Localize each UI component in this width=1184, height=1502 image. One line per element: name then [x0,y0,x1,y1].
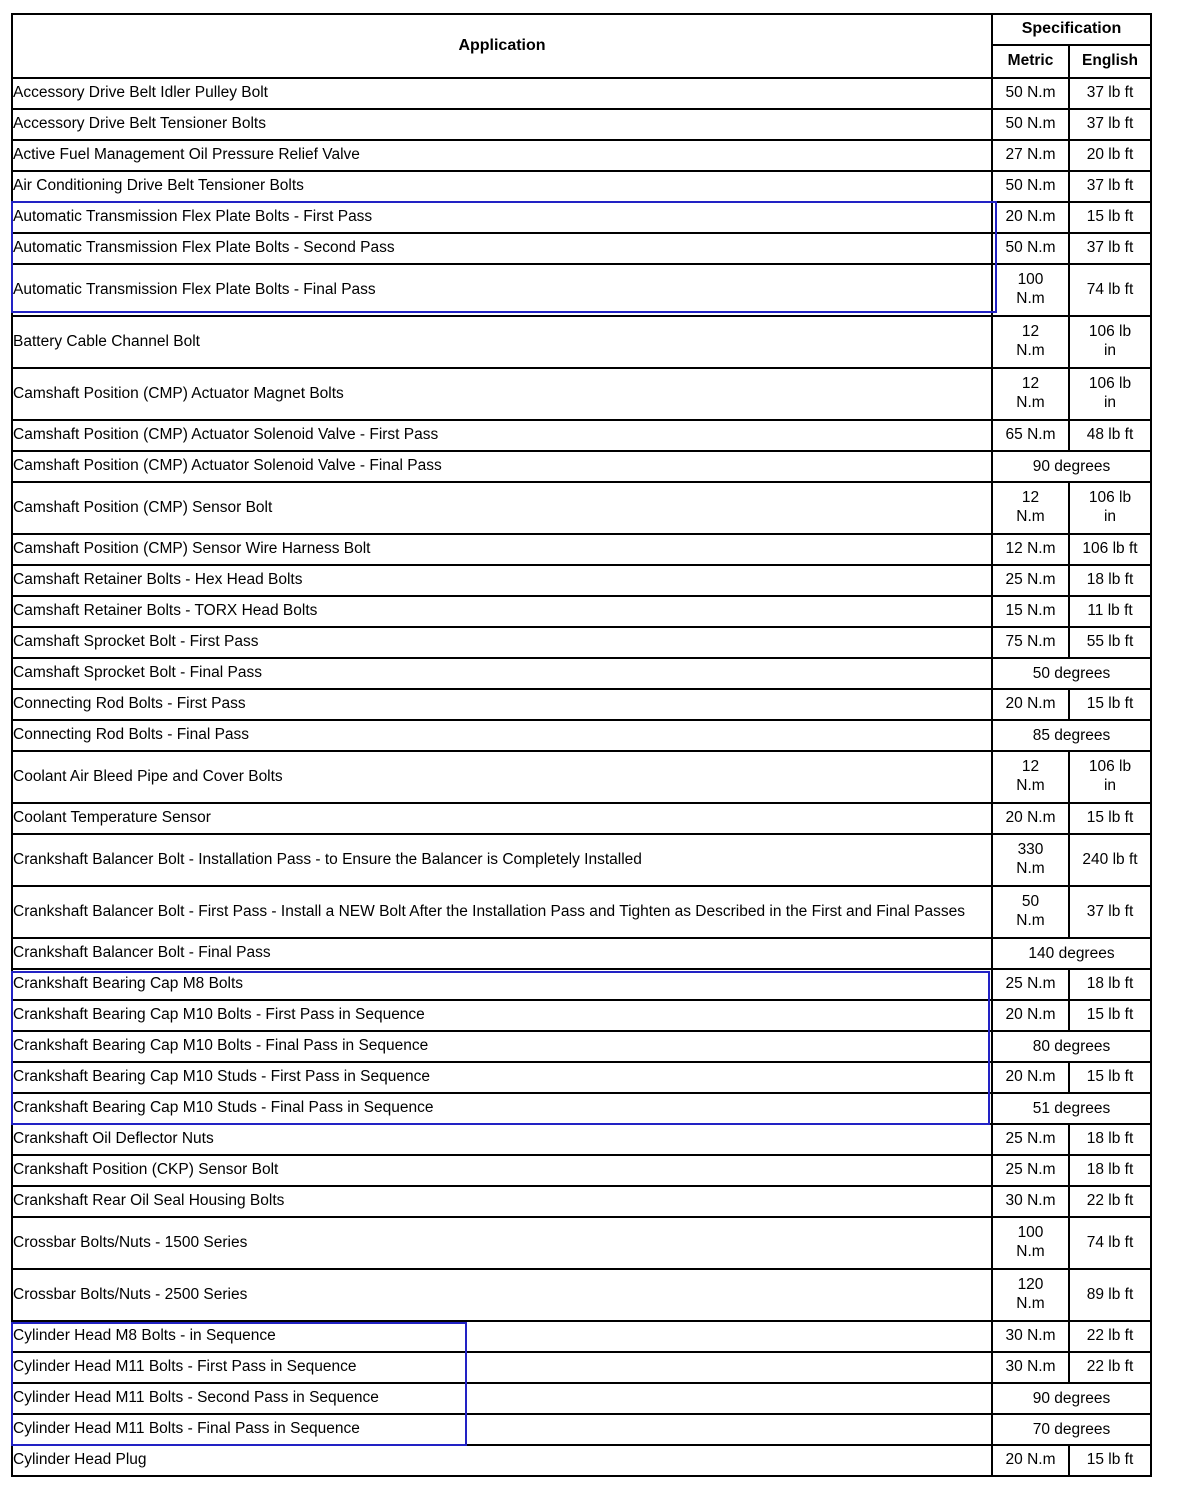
table-row [12,803,1151,834]
cell-application: Crankshaft Balancer Bolt - First Pass - Install a NEW Bolt After the Installation Pass and Tighten as Described in the First and Final Passes [12,886,992,938]
cell-metric: 50 N.m [992,78,1069,109]
cell-application: Automatic Transmission Flex Plate Bolts - First Pass [12,202,992,233]
cell-metric: 25 N.m [992,565,1069,596]
table-row [12,233,1151,264]
table-row [12,596,1151,627]
table-row [12,1062,1151,1093]
cell-specification-combined: 90 degrees [992,1383,1151,1414]
cell-application: Crankshaft Bearing Cap M10 Bolts - First Pass in Sequence [12,1000,992,1031]
cell-english: 15 lb ft [1069,1000,1151,1031]
cell-application: Crankshaft Bearing Cap M10 Studs - Final Pass in Sequence [12,1093,992,1124]
cell-english: 240 lb ft [1069,834,1151,886]
table-row [12,1445,1151,1476]
cell-application: Camshaft Retainer Bolts - Hex Head Bolts [12,565,992,596]
cell-specification-combined: 140 degrees [992,938,1151,969]
cell-application: Crankshaft Bearing Cap M10 Studs - First Pass in Sequence [12,1062,992,1093]
cell-metric: 27 N.m [992,140,1069,171]
table-row [12,1093,1151,1124]
cell-application: Camshaft Position (CMP) Actuator Magnet Bolts [12,368,992,420]
table-row [12,565,1151,596]
cell-application: Cylinder Head M8 Bolts - in Sequence [12,1321,992,1352]
table-row [12,938,1151,969]
cell-metric: 20 N.m [992,202,1069,233]
cell-english: 106 lb in [1069,316,1151,368]
header-application: Application [12,14,992,78]
cell-english: 48 lb ft [1069,420,1151,451]
cell-application: Crankshaft Oil Deflector Nuts [12,1124,992,1155]
table-row [12,420,1151,451]
cell-english: 18 lb ft [1069,1155,1151,1186]
cell-english: 18 lb ft [1069,1124,1151,1155]
cell-english: 18 lb ft [1069,565,1151,596]
table-row [12,202,1151,233]
cell-metric: 20 N.m [992,1000,1069,1031]
cell-metric: 15 N.m [992,596,1069,627]
cell-application: Automatic Transmission Flex Plate Bolts - Second Pass [12,233,992,264]
table-row [12,751,1151,803]
cell-english: 37 lb ft [1069,233,1151,264]
cell-application: Camshaft Sprocket Bolt - First Pass [12,627,992,658]
cell-specification-combined: 51 degrees [992,1093,1151,1124]
cell-english: 15 lb ft [1069,803,1151,834]
cell-english: 106 lb in [1069,751,1151,803]
table-row [12,1321,1151,1352]
cell-application: Camshaft Sprocket Bolt - Final Pass [12,658,992,689]
cell-english: 15 lb ft [1069,202,1151,233]
cell-english: 11 lb ft [1069,596,1151,627]
cell-metric: 50 N.m [992,886,1069,938]
cell-english: 15 lb ft [1069,689,1151,720]
cell-english: 55 lb ft [1069,627,1151,658]
table-row [12,1352,1151,1383]
cell-english: 106 lb in [1069,482,1151,534]
cell-application: Crankshaft Balancer Bolt - Installation Pass - to Ensure the Balancer is Completely Installed [12,834,992,886]
cell-application: Cylinder Head M11 Bolts - Final Pass in Sequence [12,1414,992,1445]
table-row [12,627,1151,658]
table-row [12,534,1151,565]
header-specification: Specification [992,14,1151,45]
table-row [12,316,1151,368]
cell-application: Crossbar Bolts/Nuts - 2500 Series [12,1269,992,1321]
table-row [12,1414,1151,1445]
cell-application: Crankshaft Bearing Cap M10 Bolts - Final Pass in Sequence [12,1031,992,1062]
cell-english: 89 lb ft [1069,1269,1151,1321]
table-row [12,1217,1151,1269]
cell-application: Coolant Air Bleed Pipe and Cover Bolts [12,751,992,803]
header-row-top [12,14,1151,45]
fastener-tightening-specifications-table [11,13,1152,1477]
cell-metric: 330 N.m [992,834,1069,886]
cell-metric: 75 N.m [992,627,1069,658]
table-row [12,720,1151,751]
cell-application: Coolant Temperature Sensor [12,803,992,834]
table-row [12,1383,1151,1414]
header-metric: Metric [992,45,1069,78]
cell-specification-combined: 50 degrees [992,658,1151,689]
cell-application: Camshaft Position (CMP) Sensor Bolt [12,482,992,534]
cell-application: Crankshaft Rear Oil Seal Housing Bolts [12,1186,992,1217]
cell-application: Connecting Rod Bolts - Final Pass [12,720,992,751]
table-row [12,109,1151,140]
cell-english: 20 lb ft [1069,140,1151,171]
table-row [12,451,1151,482]
cell-metric: 20 N.m [992,1062,1069,1093]
cell-english: 37 lb ft [1069,109,1151,140]
table-row [12,1124,1151,1155]
cell-metric: 25 N.m [992,969,1069,1000]
cell-application: Camshaft Position (CMP) Actuator Solenoid Valve - Final Pass [12,451,992,482]
table-body [12,78,1151,1476]
table-row [12,689,1151,720]
table-header [12,14,1151,78]
table-row [12,658,1151,689]
cell-english: 22 lb ft [1069,1352,1151,1383]
cell-english: 37 lb ft [1069,78,1151,109]
cell-english: 15 lb ft [1069,1445,1151,1476]
cell-english: 18 lb ft [1069,969,1151,1000]
header-english: English [1069,45,1151,78]
cell-metric: 50 N.m [992,109,1069,140]
table-row [12,1155,1151,1186]
cell-specification-combined: 90 degrees [992,451,1151,482]
cell-metric: 65 N.m [992,420,1069,451]
cell-english: 106 lb in [1069,368,1151,420]
cell-metric: 20 N.m [992,803,1069,834]
cell-application: Cylinder Head M11 Bolts - First Pass in Sequence [12,1352,992,1383]
cell-application: Air Conditioning Drive Belt Tensioner Bolts [12,171,992,202]
cell-metric: 12 N.m [992,534,1069,565]
cell-application: Camshaft Position (CMP) Sensor Wire Harness Bolt [12,534,992,565]
cell-english: 106 lb ft [1069,534,1151,565]
table-row [12,1000,1151,1031]
cell-metric: 120 N.m [992,1269,1069,1321]
table-row [12,368,1151,420]
cell-english: 37 lb ft [1069,886,1151,938]
table-row [12,1031,1151,1062]
cell-english: 22 lb ft [1069,1186,1151,1217]
cell-application: Crossbar Bolts/Nuts - 1500 Series [12,1217,992,1269]
cell-metric: 12 N.m [992,751,1069,803]
cell-metric: 12 N.m [992,368,1069,420]
table-row [12,1186,1151,1217]
cell-metric: 100 N.m [992,264,1069,316]
table-row [12,1269,1151,1321]
cell-metric: 25 N.m [992,1155,1069,1186]
table-row [12,886,1151,938]
table-row [12,78,1151,109]
cell-metric: 12 N.m [992,316,1069,368]
cell-application: Battery Cable Channel Bolt [12,316,992,368]
cell-application: Connecting Rod Bolts - First Pass [12,689,992,720]
cell-application: Crankshaft Position (CKP) Sensor Bolt [12,1155,992,1186]
cell-metric: 12 N.m [992,482,1069,534]
cell-application: Crankshaft Bearing Cap M8 Bolts [12,969,992,1000]
cell-application: Cylinder Head Plug [12,1445,992,1476]
cell-specification-combined: 70 degrees [992,1414,1151,1445]
cell-metric: 25 N.m [992,1124,1069,1155]
cell-application: Accessory Drive Belt Idler Pulley Bolt [12,78,992,109]
cell-metric: 30 N.m [992,1352,1069,1383]
cell-specification-combined: 85 degrees [992,720,1151,751]
cell-application: Crankshaft Balancer Bolt - Final Pass [12,938,992,969]
cell-application: Active Fuel Management Oil Pressure Relief Valve [12,140,992,171]
cell-english: 37 lb ft [1069,171,1151,202]
cell-english: 15 lb ft [1069,1062,1151,1093]
table-row [12,140,1151,171]
cell-metric: 50 N.m [992,171,1069,202]
cell-english: 74 lb ft [1069,264,1151,316]
cell-application: Accessory Drive Belt Tensioner Bolts [12,109,992,140]
cell-english: 22 lb ft [1069,1321,1151,1352]
cell-application: Camshaft Retainer Bolts - TORX Head Bolts [12,596,992,627]
table-row [12,834,1151,886]
table-row [12,969,1151,1000]
table-row [12,171,1151,202]
table-row [12,482,1151,534]
cell-metric: 20 N.m [992,1445,1069,1476]
cell-application: Automatic Transmission Flex Plate Bolts - Final Pass [12,264,992,316]
cell-metric: 20 N.m [992,689,1069,720]
cell-metric: 30 N.m [992,1321,1069,1352]
cell-metric: 100 N.m [992,1217,1069,1269]
cell-metric: 30 N.m [992,1186,1069,1217]
cell-metric: 50 N.m [992,233,1069,264]
cell-specification-combined: 80 degrees [992,1031,1151,1062]
cell-application: Cylinder Head M11 Bolts - Second Pass in Sequence [12,1383,992,1414]
cell-application: Camshaft Position (CMP) Actuator Solenoid Valve - First Pass [12,420,992,451]
cell-english: 74 lb ft [1069,1217,1151,1269]
table-row [12,264,1151,316]
